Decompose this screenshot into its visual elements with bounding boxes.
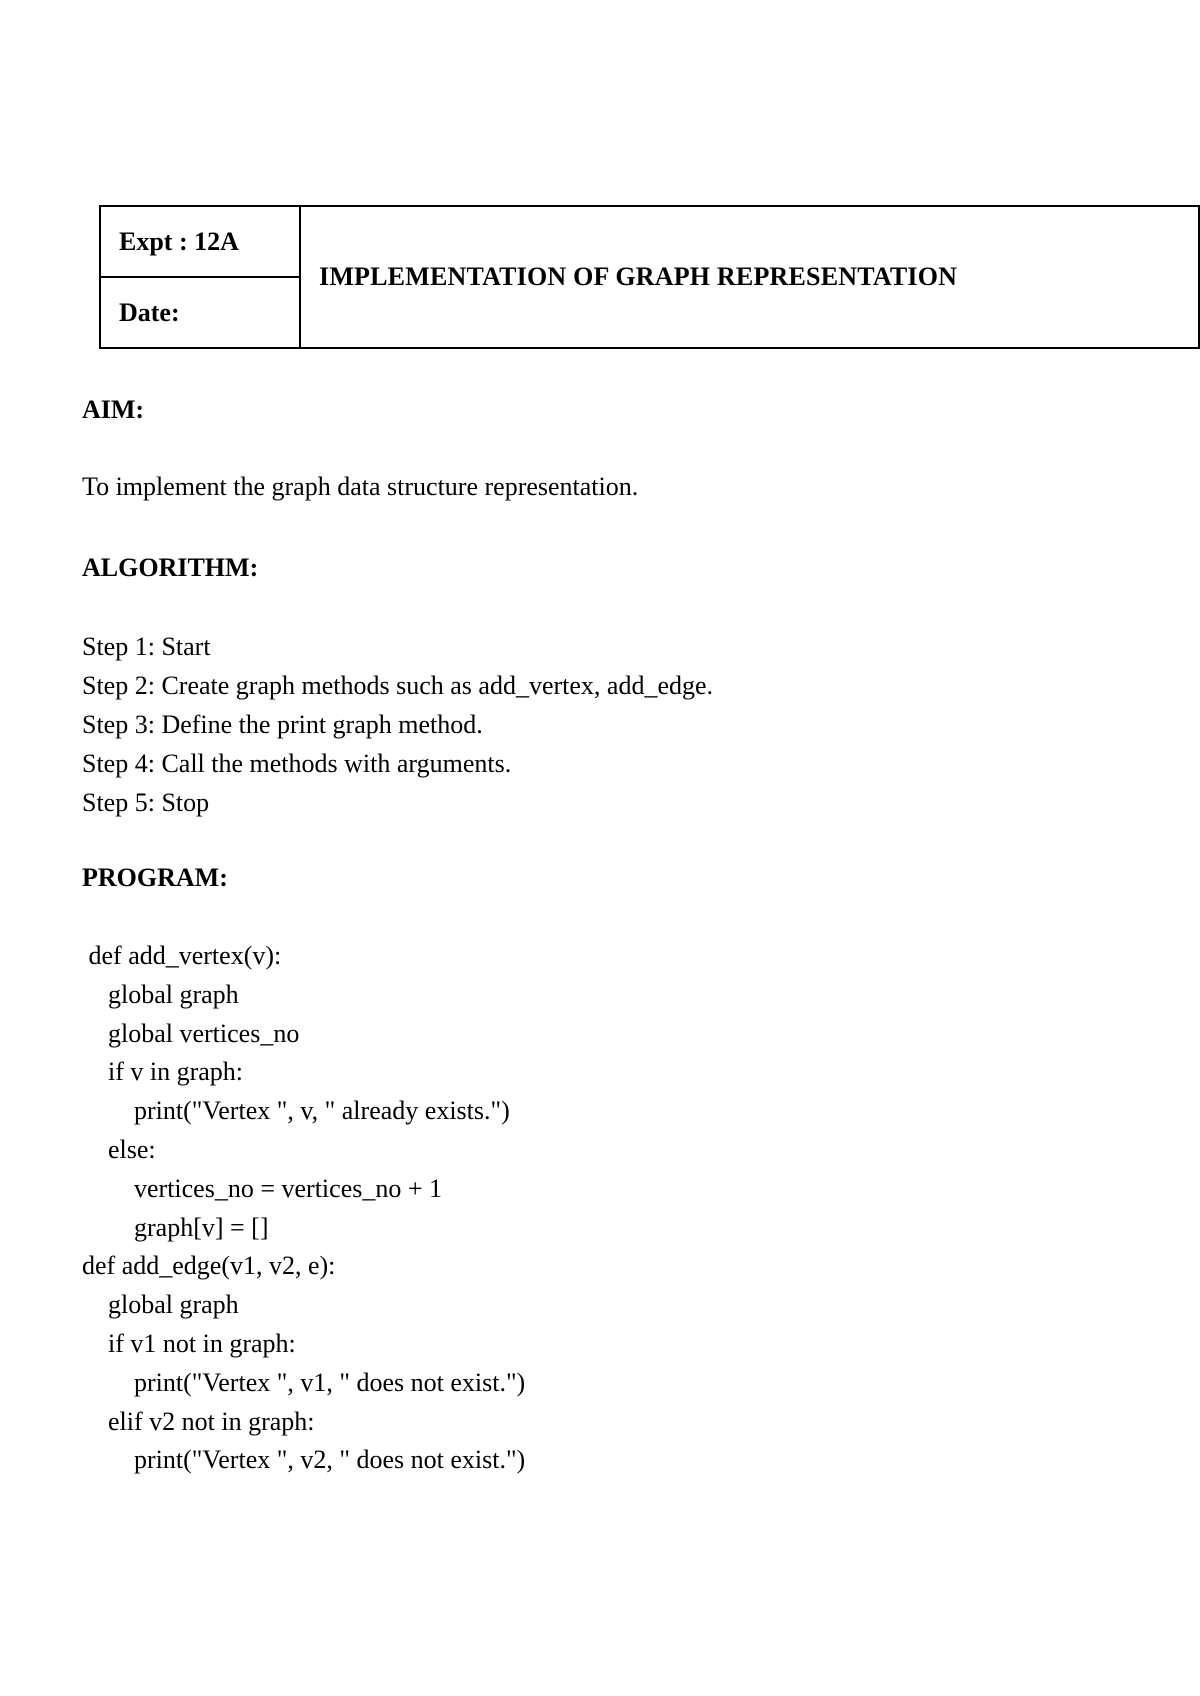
code-line: if v in graph: [82, 1057, 244, 1087]
algorithm-step: Step 4: Call the methods with arguments. [82, 749, 512, 778]
code-line: else: [82, 1134, 156, 1164]
code-line: global graph [82, 979, 239, 1009]
algorithm-heading: ALGORITHM: [82, 553, 259, 582]
aim-heading: AIM: [82, 395, 145, 424]
program-heading: PROGRAM: [82, 863, 228, 892]
experiment-header-table [99, 205, 1200, 349]
code-line: graph[v] = [] [82, 1212, 269, 1242]
code-line: vertices_no = vertices_no + 1 [82, 1173, 443, 1203]
experiment-date: Date: [100, 277, 300, 348]
algorithm-steps [82, 627, 713, 822]
code-line: global graph [82, 1290, 239, 1320]
algorithm-step: Step 5: Stop [82, 788, 210, 817]
code-line: print("Vertex ", v, " already exists.") [82, 1096, 510, 1126]
algorithm-step: Step 1: Start [82, 632, 211, 661]
program-code [82, 937, 525, 1480]
experiment-title: IMPLEMENTATION OF GRAPH REPRESENTATION [300, 206, 1199, 348]
code-line: elif v2 not in graph: [82, 1406, 315, 1436]
algorithm-step: Step 3: Define the print graph method. [82, 710, 483, 739]
experiment-number: Expt : 12A [100, 206, 300, 277]
code-line: def add_vertex(v): [82, 941, 282, 970]
code-line: global vertices_no [82, 1018, 300, 1048]
code-line: print("Vertex ", v2, " does not exist.") [82, 1445, 526, 1475]
algorithm-step: Step 2: Create graph methods such as add_vertex, add_edge. [82, 671, 714, 700]
aim-text: To implement the graph data structure representation. [82, 472, 639, 501]
code-line: print("Vertex ", v1, " does not exist.") [82, 1367, 526, 1397]
code-line: def add_edge(v1, v2, e): [82, 1251, 336, 1281]
code-line: if v1 not in graph: [82, 1328, 296, 1358]
